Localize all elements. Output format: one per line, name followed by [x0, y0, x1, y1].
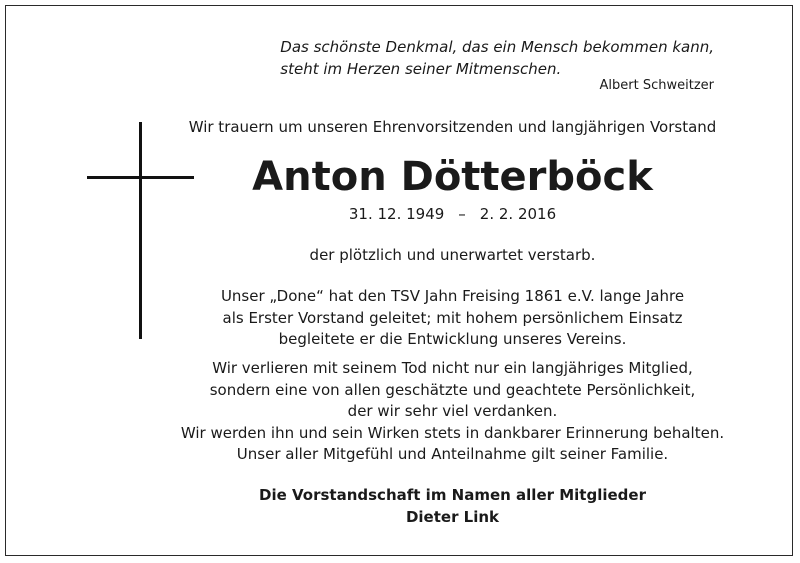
death-date: 2. 2. 2016 [479, 205, 557, 223]
paragraph-line: Unser aller Mitgefühl und Anteilnahme gilt seiner Familie. [236, 445, 669, 463]
paragraph-line: Unser „Done“ hat den TSV Jahn Freising 1861 e.V. lange Jahre [220, 287, 685, 305]
paragraph-line: sondern eine von allen geschätzte und geachtete Persönlichkeit, [209, 380, 696, 399]
paragraph-line: Wir verlieren mit seinem Tod nicht nur ein langjähriges Mitglied, [212, 359, 693, 377]
life-dates [150, 205, 755, 223]
birth-date: 31. 12. 1949 [348, 205, 445, 223]
signature-name: Dieter Link [405, 508, 500, 526]
quote-author: Albert Schweitzer [599, 78, 714, 93]
date-separator: – [458, 205, 466, 223]
quote-line: Das schönste Denkmal, das ein Mensch bekommen kann, [280, 38, 714, 56]
deceased-name: Anton Dötterböck [252, 154, 653, 200]
paragraph-line: Wir werden ihn und sein Wirken stets in dankbarer Erinnerung behalten. [180, 423, 725, 442]
quote-text [280, 36, 714, 80]
paragraph-club [150, 286, 755, 351]
paragraph-line: der wir sehr viel verdanken. [347, 402, 558, 420]
quote-line: steht im Herzen seiner Mitmenschen. [280, 60, 562, 78]
cross-vertical-bar [139, 122, 142, 339]
signature-block [150, 484, 755, 528]
died-line: der plötzlich und unerwartet verstarb. [309, 246, 596, 264]
intro-line: Wir trauern um unseren Ehrenvorsitzenden und langjährigen Vorstand [188, 118, 717, 136]
paragraph-line: begleitete er die Entwicklung unseres Vereins. [278, 330, 627, 348]
paragraph-tribute [150, 358, 755, 466]
signature-line: Die Vorstandschaft im Namen aller Mitglieder [259, 486, 646, 504]
paragraph-line: als Erster Vorstand geleitet; mit hohem persönlichem Einsatz [222, 308, 683, 327]
